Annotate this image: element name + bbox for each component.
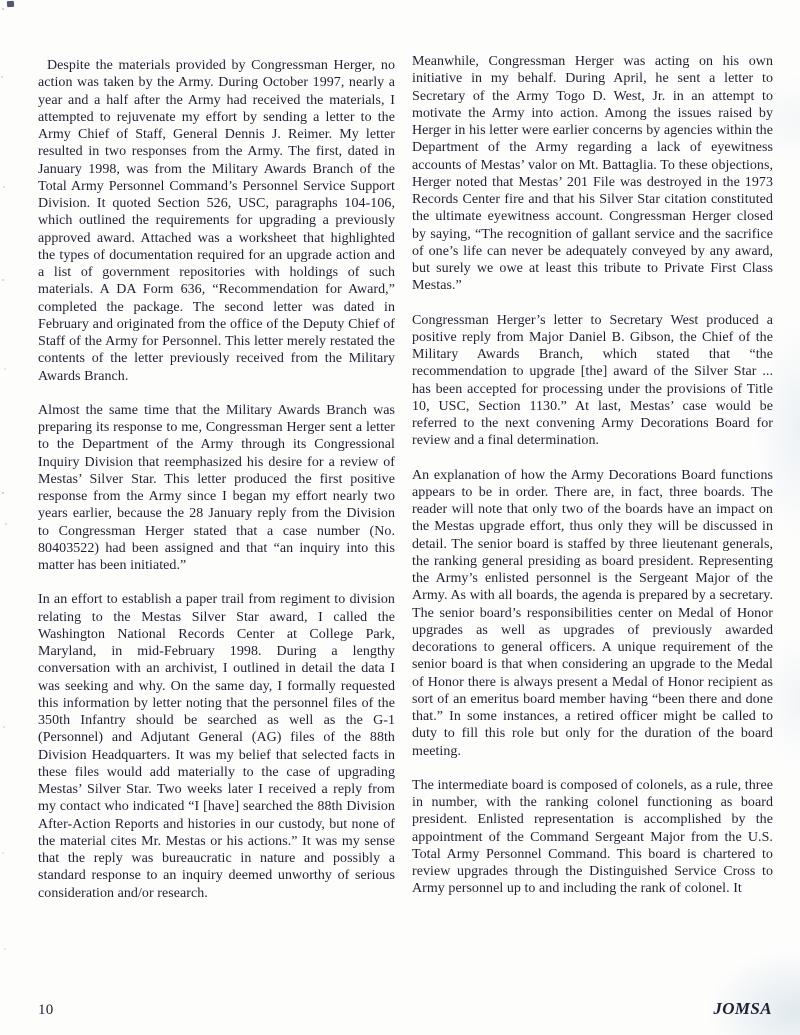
paragraph-left-3: In an effort to establish a paper trail from regiment to division relating to the Mestas Silver Star award, I called the Washington National Records Center at College Park, Maryland, in mid-February 1998. During a lengthy conversation with an archivist, I outlined in detail the data I was seeking and why. On the same day, I formally requested this information by letter noting that the personnel files of the 350th Infantry should be searched as well as the G-1 (Personnel) and Adjutant General (AG) files of the 88th Division Headquarters. It was my belief that selected facts in these files would add materially to the case of upgrading Mestas’ Silver Star. Two weeks later I received a reply from my contact who indicated “I [have] searched the 88th Division After-Action Reports and histories in our custody, but none of the material cites Mr. Mestas or his actions.” It was my sense that the reply was bureaucratic in nature and possibly a standard response to an inquiry deemed unworthy of serious consideration and/or research. bbox=[38, 592, 395, 901]
paragraph-left-1: Despite the materials provided by Congressman Herger, no action was taken by the Army. During October 1997, nearly a year and a half after the Army had received the materials, I attempted to rejuvenate my effort by sending a letter to the Army Chief of Staff, General Dennis J. Reimer. My letter resulted in two responses from the Army. The first, dated in January 1998, was from the Military Awards Branch of the Total Army Personnel Command’s Personnel Service Support Division. It quoted Section 526, USC, paragraphs 104-106, which outlined the requirements for upgrading a previously approved award. Attached was a worksheet that highlighted the types of documentation required for an upgrade action and a list of government repositories with holdings of such materials. A DA Form 636, “Recommendation for Award,” completed the package. The second letter was dated in February and originated from the office of the Deputy Chief of Staff of the Army for Personnel. This letter merely restated the contents of the letter previously received from the Military Awards Branch. bbox=[38, 58, 395, 384]
scan-edge-specks bbox=[0, 0, 2, 2]
page-number: 10 bbox=[38, 1002, 54, 1018]
paragraph-right-1: Meanwhile, Congressman Herger was acting on his own initiative in my behalf. During April, he sent a letter to Secretary of the Army Togo D. West, Jr. in an attempt to motivate the Army into action. Among the issues raised by Herger in his letter were earlier concerns by agencies within the Department of the Army regarding a lack of eyewitness accounts of Mestas’ valor on Mt. Battaglia. To these objections, Herger noted that Mestas’ 201 File was destroyed in the 1973 Records Center fire and that his Silver Star citation constituted the ultimate eyewitness account. Congressman Herger closed by saying, “The recognition of gallant service and the sacrifice of one’s life can never be adequately conveyed by any award, but surely we owe at least this tribute to Private First Class Mestas.” bbox=[412, 54, 773, 294]
scan-corner-artifact bbox=[7, 1, 14, 7]
paragraph-right-3: An explanation of how the Army Decorations Board functions appears to be in order. There are, in fact, three boards. The reader will note that only two of the boards have an impact on the Mestas upgrade effort, thus only they will be discussed in detail. The senior board is staffed by three lieutenant generals, the ranking general presiding as board president. Representing the Army’s enlisted personnel is the Sergeant Major of the Army. As with all boards, the agenda is prepared by a secretary. The senior board’s responsibilities center on Medal of Honor upgrades as well as upgrades of previously awarded decorations to general officers. A unique requirement of the senior board is that when considering an upgrade to the Medal of Honor there is always present a Medal of Honor recipient as sort of an emeritus board member having “been there and done that.” In some instances, a retired officer might be called to duty to fill this role but only for the duration of the board meeting. bbox=[412, 467, 773, 759]
paragraph-right-2: Congressman Herger’s letter to Secretary West produced a positive reply from Major Daniel B. Gibson, the Chief of the Military Awards Branch, which stated that “the recommendation to upgrade [the] award of the Silver Star ... has been accepted for processing under the provisions of Title 10, USC, Section 1130.” At last, Mestas’ case would be referred to the next convening Army Decorations Board for review and a final determination. bbox=[412, 312, 773, 449]
paragraph-right-4: The intermediate board is composed of colonels, as a rule, three in number, with the ranking colonel functioning as board president. Enlisted representation is accomplished by the appointment of the Command Sergeant Major from the U.S. Total Army Personnel Command. This board is chartered to review upgrades through the Distinguished Service Cross to Army personnel up to and including the rank of colonel. It bbox=[412, 777, 773, 897]
paragraph-left-2: Almost the same time that the Military Awards Branch was preparing its response to me, Congressman Herger sent a letter to the Department of the Army through its Congressional Inquiry Division that reemphasized his desire for a review of Mestas’ Silver Star. This letter produced the first positive response from the Army since I began my effort nearly two years earlier, because the 28 January reply from the Division to Congressman Herger stated that a case number (No. 80403522) had been assigned and that “an inquiry into this matter has been initiated.” bbox=[38, 402, 395, 573]
left-text-column bbox=[38, 57, 395, 919]
journal-title: JOMSA bbox=[713, 999, 772, 1018]
right-text-column bbox=[412, 53, 773, 915]
